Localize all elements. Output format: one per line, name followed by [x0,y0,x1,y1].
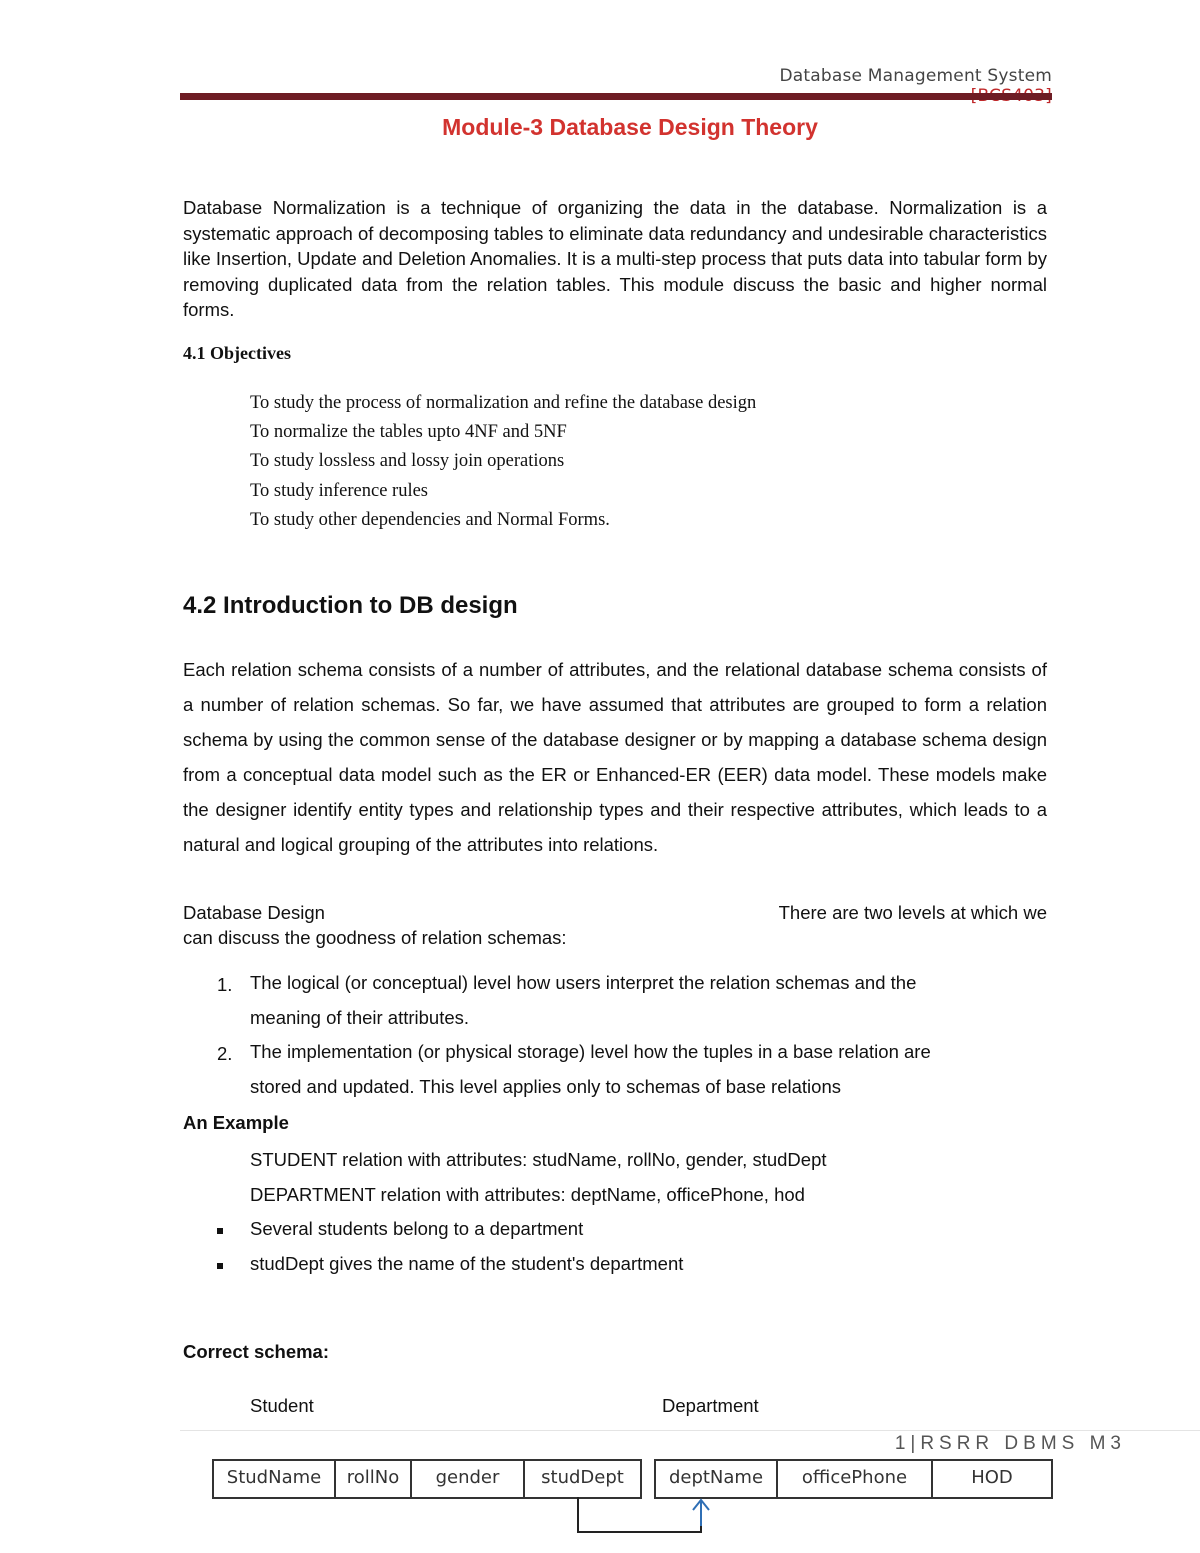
objective-item: To study lossless and lossy join operations [250,451,565,472]
running-header-title: Database Management System [779,66,1052,86]
objective-item: To study inference rules [250,480,428,501]
running-header [700,66,1052,106]
footer-rule [180,1430,1200,1431]
page-footer: 1|RSRR DBMS M3 [894,1433,1126,1454]
bullet-text: Several students belong to a department [250,1218,584,1239]
section-heading: 4.2 Introduction to DB design [183,592,518,619]
level-number: 1. [217,974,233,995]
objective-item: To study the process of normalization and refine the database design [250,393,757,413]
module-title: Module-3 Database Design Theory [442,114,818,140]
db-design-label: Database Design [183,902,325,923]
student-relation-text: STUDENT relation with attributes: studName, rollNo, gender, studDept [250,1149,827,1170]
objectives-heading: 4.1 Objectives [183,343,291,363]
department-table-label: Department [662,1395,759,1416]
objective-item: To study other dependencies and Normal Forms. [250,509,610,530]
db-design-right-text: There are two levels at which we [778,902,1047,923]
foreign-key-arrow-icon [570,1496,730,1536]
level-text-line: stored and updated. This level applies only to schemas of base relations [250,1076,841,1097]
schema-column: deptName [656,1461,778,1497]
section-paragraph: Each relation schema consists of a number of attributes, and the relational database schema consists of a number of relation schemas. So far, we have assumed that attributes are grouped to form a relation schema by using the common sense of the database designer or by mapping a database schema design from a conceptual data model such as the ER or Enhanced-ER (EER) data model. These models make the designer identify entity types and relationship types and their respective attributes, which leads to a natural and logical grouping of the attributes into relations. [183,659,1047,855]
correct-schema-heading: Correct schema: [183,1341,330,1362]
intro-paragraph: Database Normalization is a technique of organizing the data in the database. Normalization is a systematic approach of decomposing tables to eliminate data redundancy and undesirable characteristics like Insertion, Update and Deletion Anomalies. It is a multi-step process that puts data into tabular form by removing duplicated data from the relation tables. This module discuss the basic and higher normal forms. [183,197,1047,320]
db-design-continuation: can discuss the goodness of relation schemas: [183,927,567,948]
bullet-square-icon [217,1263,223,1269]
schema-column: gender [412,1461,525,1497]
level-text-line: meaning of their attributes. [250,1007,470,1028]
objectives-list [250,389,756,535]
department-schema-table [654,1459,1053,1499]
schema-column: rollNo [336,1461,412,1497]
schema-column: HOD [971,1467,1013,1488]
objective-item: To normalize the tables upto 4NF and 5NF [250,422,567,443]
header-rule [180,93,1052,100]
student-schema-table [212,1459,642,1499]
level-text-line: The logical (or conceptual) level how users interpret the relation schemas and the [250,972,917,993]
department-relation-text: DEPARTMENT relation with attributes: deptName, officePhone, hod [250,1184,805,1205]
schema-column: studDept [541,1467,624,1488]
schema-column: StudName [214,1461,336,1497]
bullet-square-icon [217,1228,223,1234]
bullet-text: studDept gives the name of the student's department [250,1253,684,1274]
level-text-line: The implementation (or physical storage) level how the tuples in a base relation are [250,1041,931,1062]
level-number: 2. [217,1043,233,1064]
schema-column: officePhone [778,1461,933,1497]
example-heading: An Example [183,1112,289,1133]
student-table-label: Student [250,1395,314,1416]
